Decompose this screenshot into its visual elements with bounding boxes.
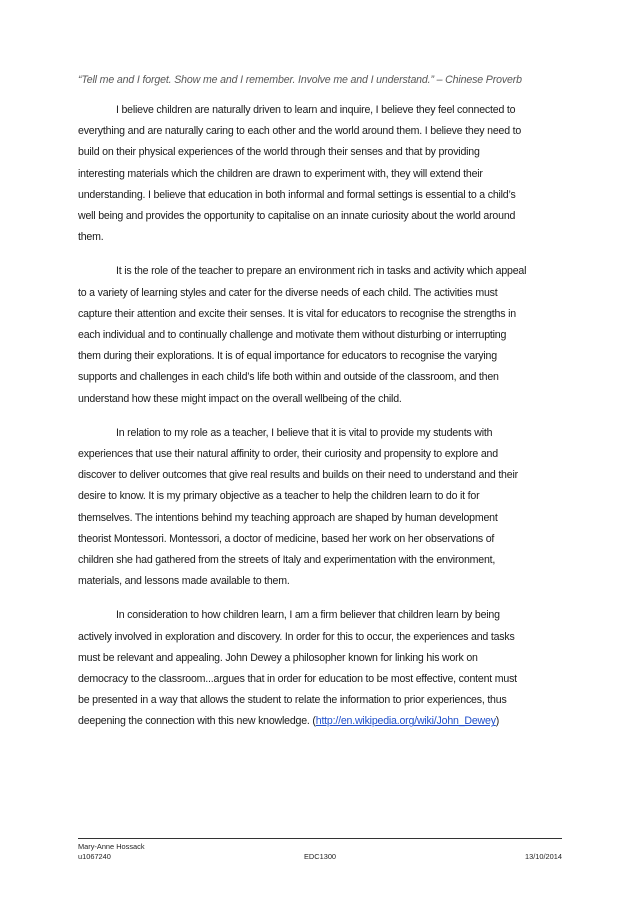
footer-date: 13/10/2014 <box>525 852 562 861</box>
text-line: materials, and lessons made available to them. <box>78 575 290 588</box>
link-suffix-text: ) <box>495 715 500 728</box>
text-line: experiences that use their natural affinity to order, their curiosity and propensity to explore and <box>78 448 498 461</box>
text-line-with-link <box>78 711 562 732</box>
paragraph-3 <box>78 423 562 593</box>
text-line: build on their physical experiences of the world through their senses and that by providing <box>78 146 480 159</box>
paragraph-1 <box>78 100 562 248</box>
text-line: understanding. I believe that education in both informal and formal settings is essential to a child’s <box>78 188 516 201</box>
page-footer <box>78 838 562 862</box>
paragraph-2 <box>78 261 562 409</box>
text-line: I believe children are naturally driven to learn and inquire, I believe they feel connected to <box>116 104 516 116</box>
text-line: supports and challenges in each child’s life both within and outside of the classroom, and then <box>78 371 499 384</box>
text-line: each individual and to continually challenge and motivate them without disturbing or interrupting <box>78 329 507 342</box>
opening-quote: “Tell me and I forget. Show me and I remember. Involve me and I understand.” – Chinese Proverb <box>78 74 522 86</box>
text-line: be presented in a way that allows the student to relate the information to prior experiences, thus <box>78 694 507 707</box>
text-line: capture their attention and excite their senses. It is vital for educators to recognise the strengths in <box>78 307 516 320</box>
author-name: Mary-Anne Hossack <box>78 842 145 851</box>
text-line: must be relevant and appealing. John Dewey a philosopher known for linking his work on <box>78 651 478 664</box>
paragraph-4 <box>78 605 562 732</box>
text-line: children she had gathered from the streets of Italy and experimentation with the environment, <box>78 554 496 567</box>
text-line: understand how these might impact on the overall wellbeing of the child. <box>78 392 402 405</box>
text-line: theorist Montessori. Montessori, a doctor of medicine, based her work on her observations of <box>78 532 495 545</box>
text-line: In consideration to how children learn, I am a firm believer that children learn by being <box>116 609 500 622</box>
text-line: themselves. The intentions behind my teaching approach are shaped by human development <box>78 511 498 524</box>
link-prefix-text: deepening the connection with this new knowledge. ( <box>78 715 316 728</box>
text-line: everything and are naturally caring to each other and the world around them. I believe they need to <box>78 125 522 138</box>
wikipedia-link[interactable]: http://en.wikipedia.org/wiki/John_Dewey <box>315 715 496 728</box>
text-line: them. <box>78 231 104 244</box>
text-line: interesting materials which the children are drawn to experiment with, they will extend their <box>78 167 483 180</box>
text-line: them during their explorations. It is of equal importance for educators to recognise the varying <box>78 350 497 363</box>
text-line: to a variety of learning styles and cater for the diverse needs of each child. The activities must <box>78 286 498 299</box>
text-line: desire to know. It is my primary objective as a teacher to help the children learn to do it for <box>78 490 480 503</box>
text-line: In relation to my role as a teacher, I believe that it is vital to provide my students with <box>116 426 493 439</box>
text-line: discover to deliver outcomes that give real results and builds on their need to understand and their <box>78 469 518 482</box>
text-line: It is the role of the teacher to prepare an environment rich in tasks and activity which appeal <box>116 265 527 278</box>
text-line: well being and provides the opportunity to capitalise on an innate curiosity about the world around <box>78 210 516 223</box>
text-line: democracy to the classroom...argues that in order for education to be most effective, content must <box>78 673 517 686</box>
course-code: EDC1300 <box>304 852 337 861</box>
student-id: u1067240 <box>78 852 111 861</box>
footer-row <box>78 852 562 862</box>
text-line: actively involved in exploration and discovery. In order for this to occur, the experiences and tasks <box>78 630 515 643</box>
essay-body <box>78 100 562 746</box>
